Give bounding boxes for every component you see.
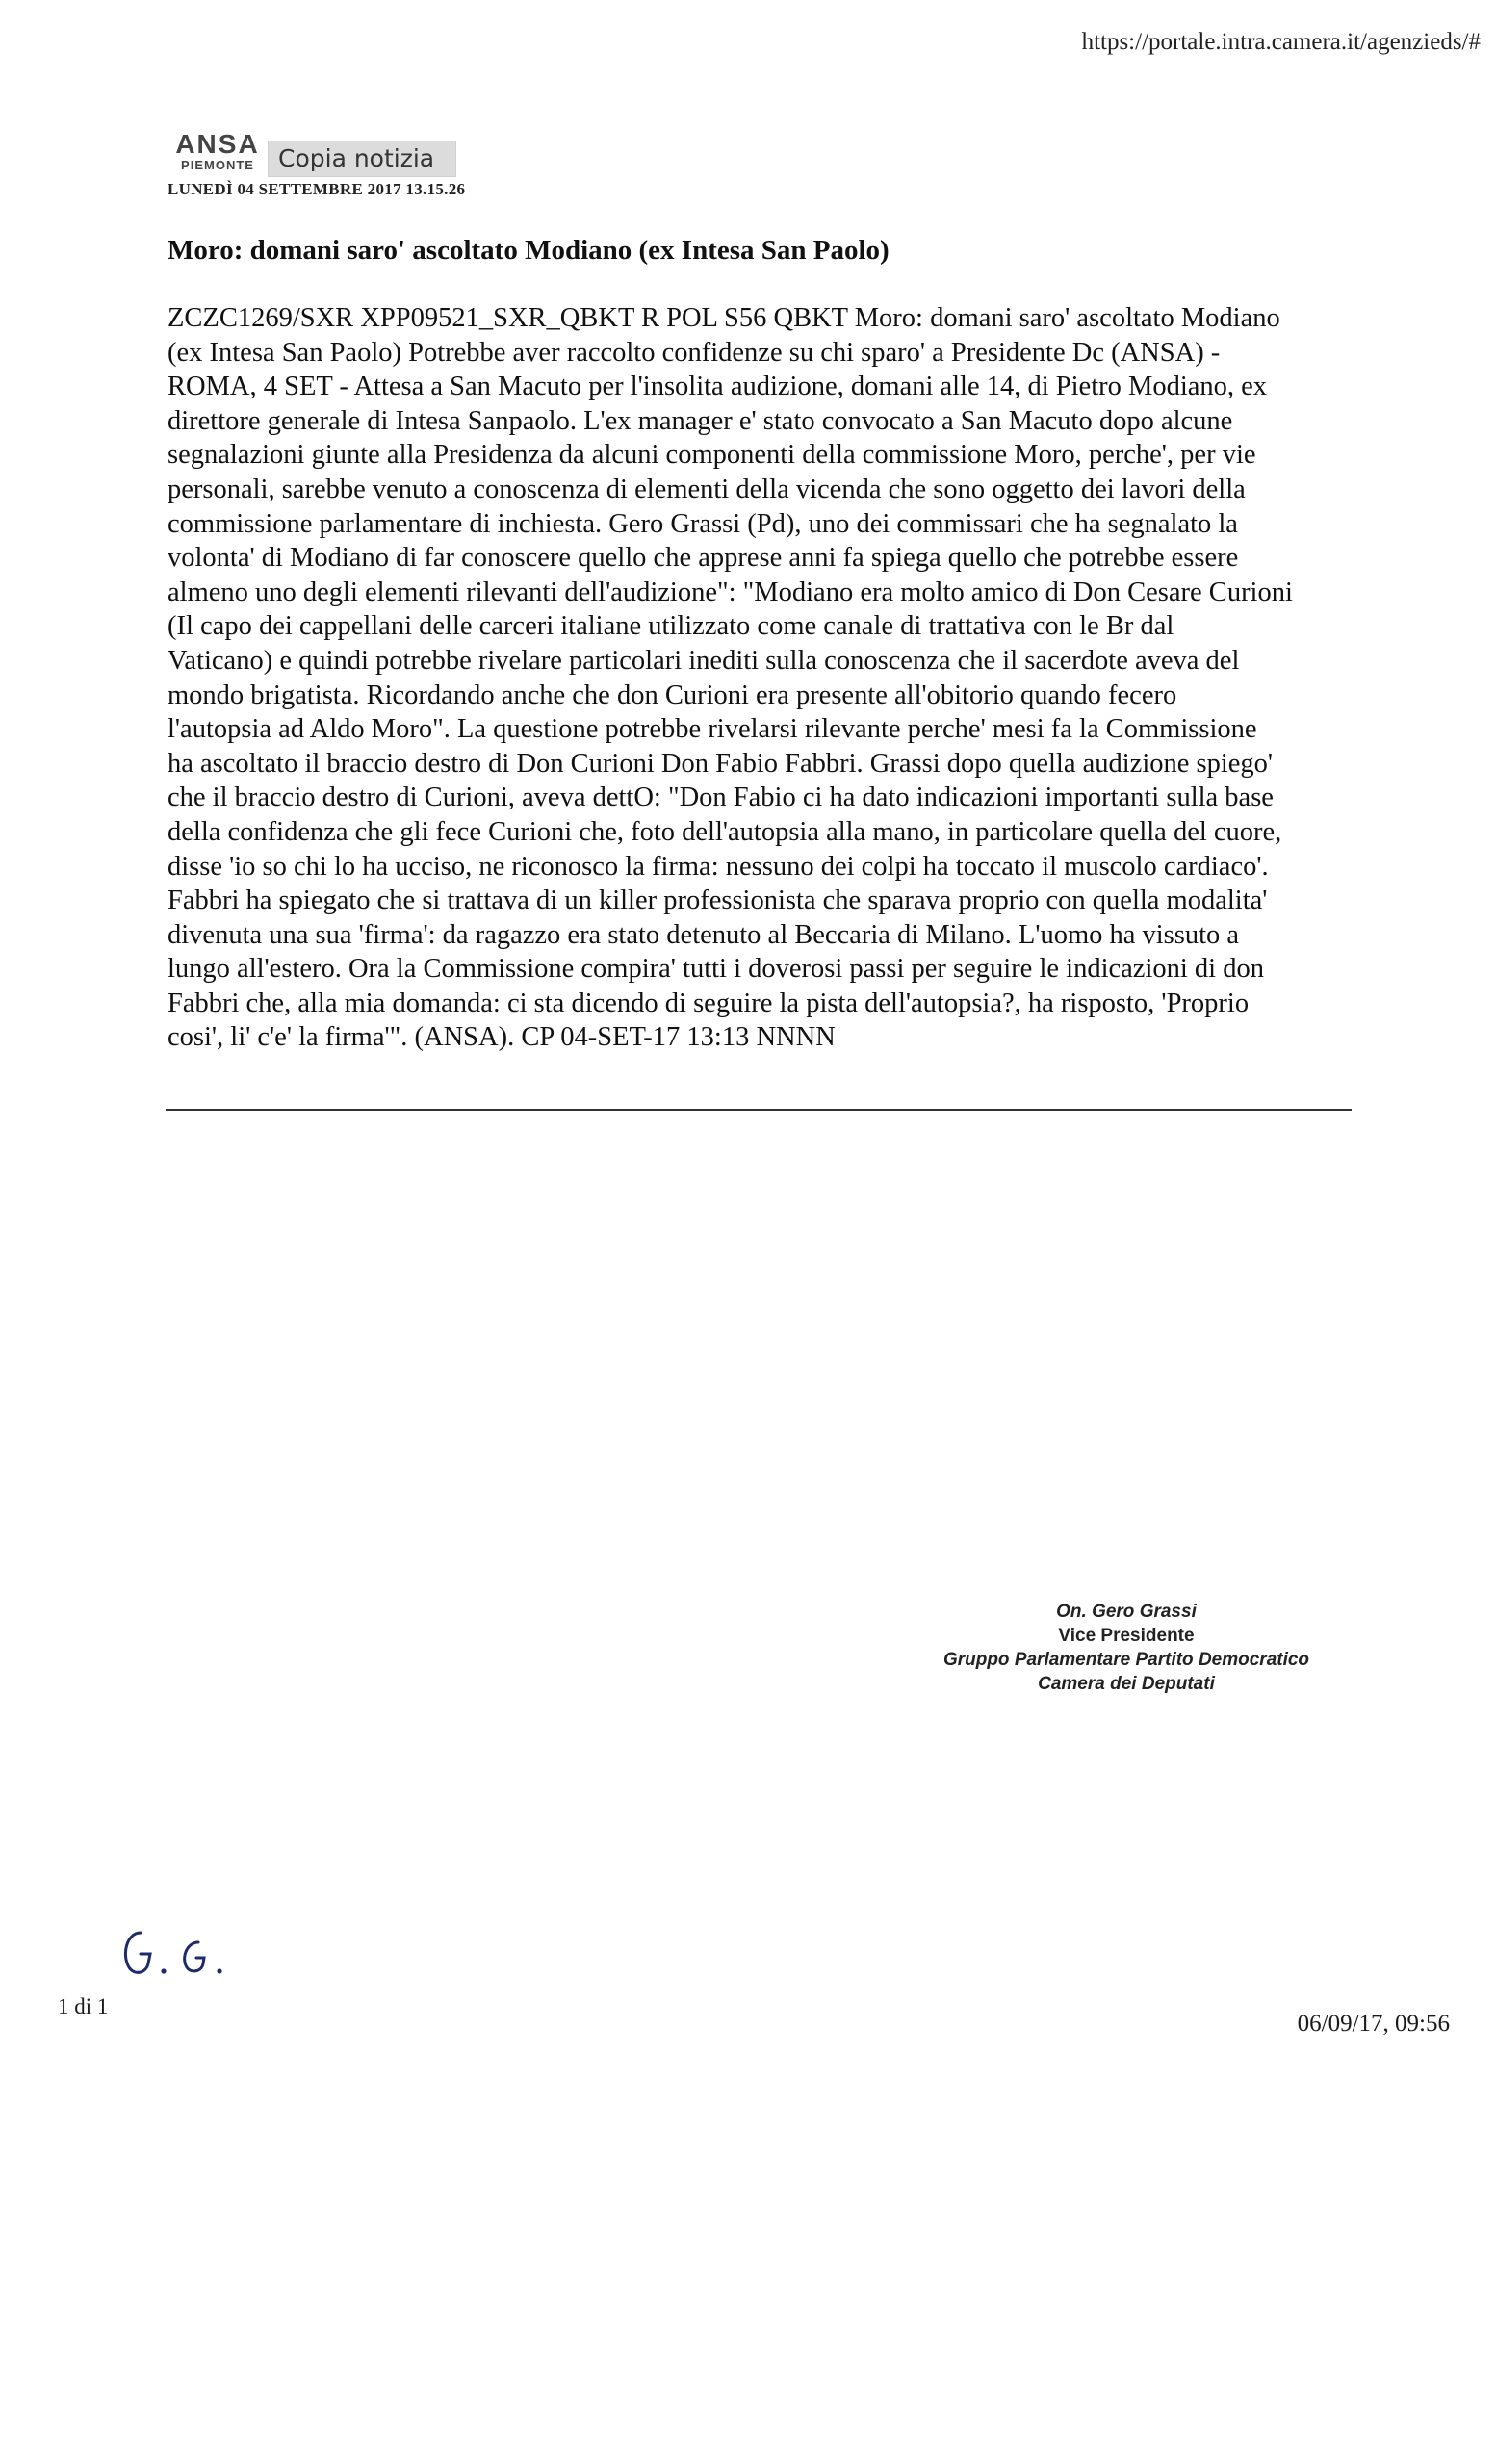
body-line: cosi', li' c'e' la firma'". (ANSA). CP 04-SET-17 13:13 NNNN [168, 1022, 836, 1053]
page-url: https://portale.intra.camera.it/agenzieds/# [1081, 29, 1481, 55]
body-line: Fabbri che, alla mia domanda: ci sta dicendo di seguire la pista dell'autopsia?, ha risposto, 'Proprio [168, 988, 1250, 1018]
body-line: mondo brigatista. Ricordando anche che don Curioni era presente all'obitorio quando fecero [168, 680, 1177, 710]
logo-region: PIEMONTE [181, 158, 254, 172]
signature-group: Gruppo Parlamentare Partito Democratico [942, 1650, 1310, 1670]
signature-name: On. Gero Grassi [1056, 1602, 1197, 1622]
body-line: ROMA, 4 SET - Attesa a San Macuto per l'insolita audizione, domani alle 14, di Pietro Modiano, ex [168, 372, 1268, 402]
body-line: direttore generale di Intesa Sanpaolo. L'ex manager e' stato convocato a San Macuto dopo alcune [168, 405, 1233, 436]
body-line: disse 'io so chi lo ha ucciso, ne riconosco la firma: nessuno dei colpi ha toccato il muscolo cardiaco'. [168, 851, 1269, 882]
body-line: ZCZC1269/SXR XPP09521_SXR_QBKT R POL S56 QBKT Moro: domani saro' ascoltato Modiano [168, 303, 1280, 333]
body-line: almeno uno degli elementi rilevanti dell'audizione": "Modiano era molto amico di Don Cesare Curioni [168, 577, 1293, 607]
body-line: ha ascoltato il braccio destro di Don Curioni Don Fabio Fabbri. Grassi dopo quella audizione spiego' [168, 748, 1274, 779]
body-line: che il braccio destro di Curioni, aveva dettO: "Don Fabio ci ha dato indicazioni importanti sulla base [168, 783, 1274, 813]
body-line: della confidenza che gli fece Curioni che, foto dell'autopsia alla mano, in particolare quella del cuore, [168, 816, 1282, 847]
handwritten-initials [114, 1915, 248, 1983]
copy-news-button[interactable]: Copia notizia [268, 141, 456, 177]
page-number: 1 di 1 [58, 1994, 109, 2018]
body-line: Vaticano) e quindi potrebbe rivelare particolari inediti sulla conoscenza che il sacerdote aveva del [168, 645, 1240, 676]
signature-role: Vice Presidente [1058, 1626, 1195, 1646]
signature-chamber: Camera dei Deputati [1038, 1674, 1215, 1694]
print-timestamp: 06/09/17, 09:56 [1297, 2011, 1450, 2037]
body-line: (ex Intesa San Paolo) Potrebbe aver raccolto confidenze su chi sparo' a Presidente Dc (ANSA) - [168, 337, 1221, 368]
body-line: divenuta una sua 'firma': da ragazzo era stato detenuto al Beccaria di Milano. L'uomo ha vissuto a [168, 919, 1240, 950]
article-body [168, 301, 1357, 1055]
body-line: segnalazioni giunte alla Presidenza da alcuni componenti della commissione Moro, perche', per vie [168, 440, 1256, 471]
ansa-logo [169, 131, 266, 171]
divider [166, 1109, 1352, 1111]
article-dateline: LUNEDÌ 04 SETTEMBRE 2017 13.15.26 [168, 180, 466, 198]
body-line: volonta' di Modiano di far conoscere quello che apprese anni fa spiega quello che potrebbe essere [168, 543, 1239, 574]
article-headline: Moro: domani saro' ascoltato Modiano (ex Intesa San Paolo) [168, 235, 890, 266]
body-line: (Il capo dei cappellani delle carceri italiane utilizzato come canale di trattativa con le Br dal [168, 611, 1174, 642]
body-line: commissione parlamentare di inchiesta. Gero Grassi (Pd), uno dei commissari che ha segnalato la [168, 508, 1238, 539]
body-line: personali, sarebbe venuto a conoscenza di elementi della vicenda che sono oggetto dei lavori della [168, 474, 1246, 504]
signature-stamp [905, 1600, 1348, 1696]
logo-name: ANSA [175, 129, 260, 159]
body-line: lungo all'estero. Ora la Commissione compira' tutti i doverosi passi per seguire le indicazioni di don [168, 954, 1264, 985]
body-line: l'autopsia ad Aldo Moro". La questione potrebbe rivelarsi rilevante perche' mesi fa la Commissione [168, 714, 1257, 745]
body-line: Fabbri ha spiegato che si trattava di un killer professionista che sparava proprio con quella modalita' [168, 886, 1268, 916]
